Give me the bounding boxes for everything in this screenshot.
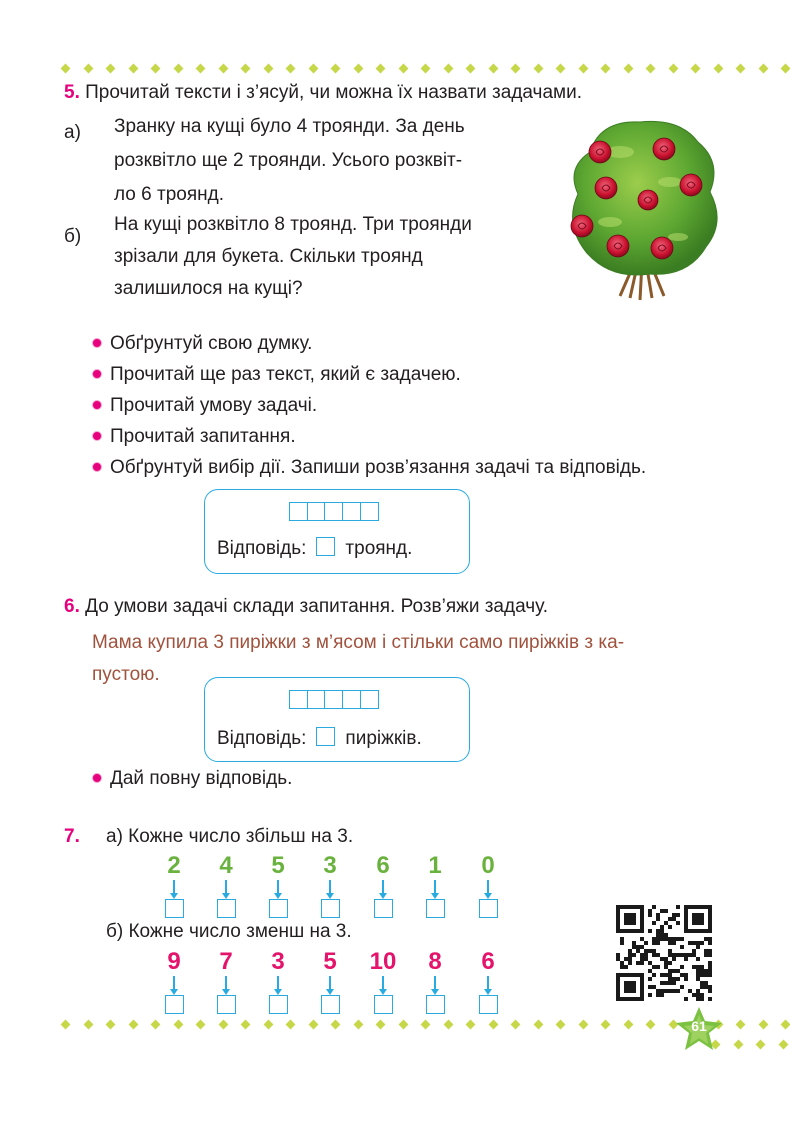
answer-cell[interactable] xyxy=(374,995,393,1014)
answer-line xyxy=(217,534,412,564)
number-item: 4 xyxy=(214,852,238,918)
number-item: 3 xyxy=(266,948,290,1014)
answer-cell[interactable] xyxy=(426,899,445,918)
answer-cell[interactable] xyxy=(165,899,184,918)
bullet-icon xyxy=(92,431,102,441)
divider-dot xyxy=(61,1020,71,1030)
answer-cell[interactable] xyxy=(165,995,184,1014)
divider-dot xyxy=(443,1020,453,1030)
number-item: 3 xyxy=(318,852,342,918)
divider-dot xyxy=(511,1020,521,1030)
number-item: 9 xyxy=(162,948,186,1014)
divider-dot xyxy=(736,1020,746,1030)
bullet-text: Обґрунтуй свою думку. xyxy=(110,333,313,354)
item-a-label: а) xyxy=(64,122,81,143)
number-item: 10 xyxy=(368,948,398,1014)
bullet-text: Дай повну відповідь. xyxy=(110,768,293,789)
top-divider xyxy=(60,62,790,76)
divider-dot xyxy=(601,64,611,74)
text-line: ло 6 троянд. xyxy=(114,184,224,205)
number-item: 8 xyxy=(423,948,447,1014)
divider-dot xyxy=(173,64,183,74)
divider-dot xyxy=(398,1020,408,1030)
bullet-text: Обґрунтуй вибір дії. Запиши розв’язання задачі та відповідь. xyxy=(110,457,647,478)
divider-dot xyxy=(466,64,476,74)
item-b-label: б) xyxy=(64,226,82,247)
divider-dot xyxy=(556,1020,566,1030)
task-number: 6. xyxy=(64,596,80,617)
bullet-icon xyxy=(92,369,102,379)
text-line: зрізали для букета. Скільки троянд xyxy=(114,246,423,267)
answer-unit: троянд. xyxy=(345,538,413,559)
divider-dot xyxy=(781,64,790,74)
divider-dot xyxy=(353,1020,363,1030)
divider-dot xyxy=(646,64,656,74)
answer-cell[interactable] xyxy=(321,995,340,1014)
divider-dot xyxy=(308,1020,318,1030)
text-line: Зранку на кущі було 4 троянди. За день xyxy=(114,116,465,137)
bullet-text: Прочитай ще раз текст, який є задачею. xyxy=(110,364,461,385)
divider-dot xyxy=(61,64,71,74)
task-number: 5. xyxy=(64,82,80,103)
divider-dot xyxy=(623,1020,633,1030)
divider-dot xyxy=(263,64,273,74)
bullet-item xyxy=(92,331,312,357)
divider-dot xyxy=(128,64,138,74)
divider-dot xyxy=(218,1020,228,1030)
answer-cell[interactable] xyxy=(479,899,498,918)
divider-dot xyxy=(331,64,341,74)
divider-dot xyxy=(533,64,543,74)
divider-dot xyxy=(376,1020,386,1030)
bullet-item xyxy=(92,455,646,481)
divider-dot xyxy=(376,64,386,74)
divider-dot xyxy=(286,64,296,74)
divider-dot xyxy=(781,1020,790,1030)
divider-dot xyxy=(196,64,206,74)
answer-cell[interactable] xyxy=(269,995,288,1014)
page-number: 61 xyxy=(691,1018,707,1034)
divider-dot xyxy=(578,1020,588,1030)
task7-b-text: б) Кожне число зменш на 3. xyxy=(106,921,352,942)
task7-a-text: а) Кожне число збільш на 3. xyxy=(106,826,354,847)
condition-line: пустою. xyxy=(92,664,160,685)
bullet-icon xyxy=(92,338,102,348)
number-item: 6 xyxy=(476,948,500,1014)
solution-cells[interactable] xyxy=(289,502,378,521)
divider-dot xyxy=(756,1040,766,1050)
number-item: 0 xyxy=(476,852,500,918)
number-item: 5 xyxy=(318,948,342,1014)
divider-dot xyxy=(331,1020,341,1030)
divider-dot xyxy=(713,64,723,74)
answer-line xyxy=(217,724,422,754)
divider-dot xyxy=(83,64,93,74)
divider-dot xyxy=(511,64,521,74)
item-a-text xyxy=(114,110,465,212)
text-line: залишилося на кущі? xyxy=(114,278,303,299)
divider-dot xyxy=(443,64,453,74)
divider-dot xyxy=(308,64,318,74)
divider-dot xyxy=(466,1020,476,1030)
divider-dot xyxy=(151,64,161,74)
divider-dot xyxy=(556,64,566,74)
divider-dot xyxy=(128,1020,138,1030)
divider-dot xyxy=(263,1020,273,1030)
number-item: 5 xyxy=(266,852,290,918)
bullet-item xyxy=(92,766,292,792)
answer-cell[interactable] xyxy=(479,995,498,1014)
divider-dot xyxy=(106,1020,116,1030)
divider-dot xyxy=(778,1040,788,1050)
bullet-icon xyxy=(92,462,102,472)
bullet-icon xyxy=(92,773,102,783)
divider-dot xyxy=(601,1020,611,1030)
solution-cells[interactable] xyxy=(289,690,378,709)
divider-dot xyxy=(646,1020,656,1030)
number-item: 1 xyxy=(423,852,447,918)
answer-cell[interactable] xyxy=(217,899,236,918)
number-item: 2 xyxy=(162,852,186,918)
answer-unit: пиріжків. xyxy=(345,728,422,749)
condition-line: Мама купила 3 пиріжки з м’ясом і стільки само пиріжків з ка- xyxy=(92,632,625,653)
divider-dot xyxy=(691,64,701,74)
answer-cell[interactable] xyxy=(374,899,393,918)
divider-dot xyxy=(151,1020,161,1030)
answer-input[interactable] xyxy=(316,537,335,556)
task-title: Прочитай тексти і з’ясуй, чи можна їх назвати задачами. xyxy=(85,82,582,103)
text-line: розквітло ще 2 троянди. Усього розквіт- xyxy=(114,150,463,171)
divider-dot xyxy=(488,64,498,74)
divider-dot xyxy=(758,1020,768,1030)
bullet-text: Прочитай запитання. xyxy=(110,426,296,447)
divider-dot xyxy=(173,1020,183,1030)
answer-box xyxy=(204,677,470,762)
divider-dot xyxy=(421,64,431,74)
answer-label: Відповідь: xyxy=(217,728,307,749)
rose-bush-illustration xyxy=(560,112,730,304)
task7-number: 7. xyxy=(64,826,80,847)
divider-dot xyxy=(668,64,678,74)
number-item: 6 xyxy=(371,852,395,918)
number-item: 7 xyxy=(214,948,238,1014)
divider-dot xyxy=(196,1020,206,1030)
divider-dot xyxy=(421,1020,431,1030)
divider-dot xyxy=(488,1020,498,1030)
divider-dot xyxy=(733,1040,743,1050)
divider-dot xyxy=(106,64,116,74)
divider-dot xyxy=(218,64,228,74)
bullet-item xyxy=(92,362,461,388)
answer-cell[interactable] xyxy=(321,899,340,918)
bullet-icon xyxy=(92,400,102,410)
divider-dot xyxy=(83,1020,93,1030)
task-title: До умови задачі склади запитання. Розв’яжи задачу. xyxy=(85,596,549,617)
divider-dot xyxy=(286,1020,296,1030)
answer-label: Відповідь: xyxy=(217,538,307,559)
item-b-text xyxy=(114,209,472,305)
task6-heading xyxy=(64,592,548,622)
divider-dot xyxy=(578,64,588,74)
answer-input[interactable] xyxy=(316,727,335,746)
divider-dot xyxy=(241,64,251,74)
answer-cell[interactable] xyxy=(269,899,288,918)
task5-heading xyxy=(64,78,582,108)
text-line: На кущі розквітло 8 троянд. Три троянди xyxy=(114,214,472,235)
answer-cell[interactable] xyxy=(426,995,445,1014)
answer-cell[interactable] xyxy=(217,995,236,1014)
qr-code[interactable] xyxy=(616,905,712,1001)
bullet-item xyxy=(92,393,317,419)
divider-dot xyxy=(623,64,633,74)
divider-dot xyxy=(758,64,768,74)
bullet-text: Прочитай умову задачі. xyxy=(110,395,318,416)
bullet-item xyxy=(92,424,296,450)
divider-dot xyxy=(533,1020,543,1030)
divider-dot xyxy=(398,64,408,74)
divider-dot xyxy=(736,64,746,74)
divider-dot xyxy=(241,1020,251,1030)
divider-dot xyxy=(353,64,363,74)
answer-box xyxy=(204,489,470,574)
